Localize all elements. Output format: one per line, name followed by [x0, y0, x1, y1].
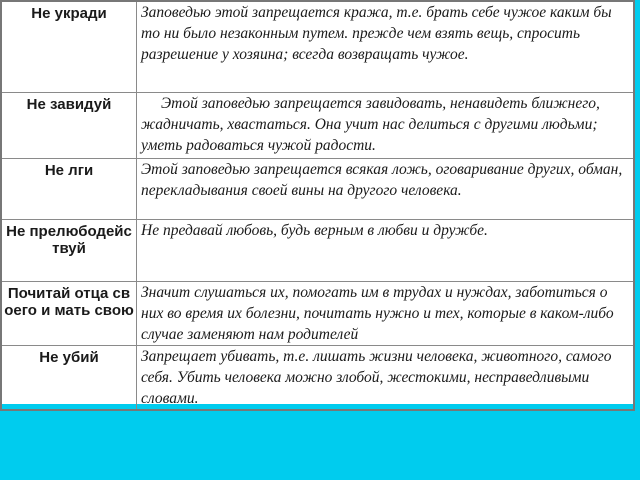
commandment-description: Этой заповедью запрещается завидовать, ненавидеть ближнего, жадничать, хвастаться. Она учит нас делиться с другими людьми; уметь радоваться чужой радости. — [141, 94, 600, 154]
table-row — [1, 345, 634, 410]
commandment-description: Значит слушаться их, помогать им в трудах и нуждах, заботиться о них во время их болезни, почитать нужно и тех, которые в каком-либо случае заменяют нам родителей — [137, 281, 635, 345]
table-row — [1, 1, 634, 92]
commandment-name: Не прелюбодействуй — [1, 219, 137, 281]
table-row — [1, 158, 634, 219]
commandment-description: Этой заповедью запрещается всякая ложь, оговаривание других, обман, перекладывания своей вины на другого человека. — [137, 158, 635, 219]
commandment-name: Не убий — [1, 345, 137, 410]
table-row — [1, 281, 634, 345]
table-row — [1, 92, 634, 158]
commandment-name: Не укради — [1, 1, 137, 92]
commandment-name: Не лги — [1, 158, 137, 219]
table-row — [1, 219, 634, 281]
commandment-name: Почитай отца своего и мать свою — [1, 281, 137, 345]
commandment-description: Не предавай любовь, будь верным в любви и дружбе. — [137, 219, 635, 281]
commandment-description: Заповедью этой запрещается кража, т.е. брать себе чужое каким бы то ни было незаконным путем. прежде чем взять вещь, спросить разрешение у хозяина; всегда возвращать чужое. — [137, 1, 635, 92]
commandment-description: Запрещает убивать, т.е. лишать жизни человека, животного, самого себя. Убить человека можно злобой, жестокими, несправедливыми словами. — [137, 345, 635, 410]
commandment-description-cell — [137, 92, 635, 158]
commandment-name: Не завидуй — [1, 92, 137, 158]
